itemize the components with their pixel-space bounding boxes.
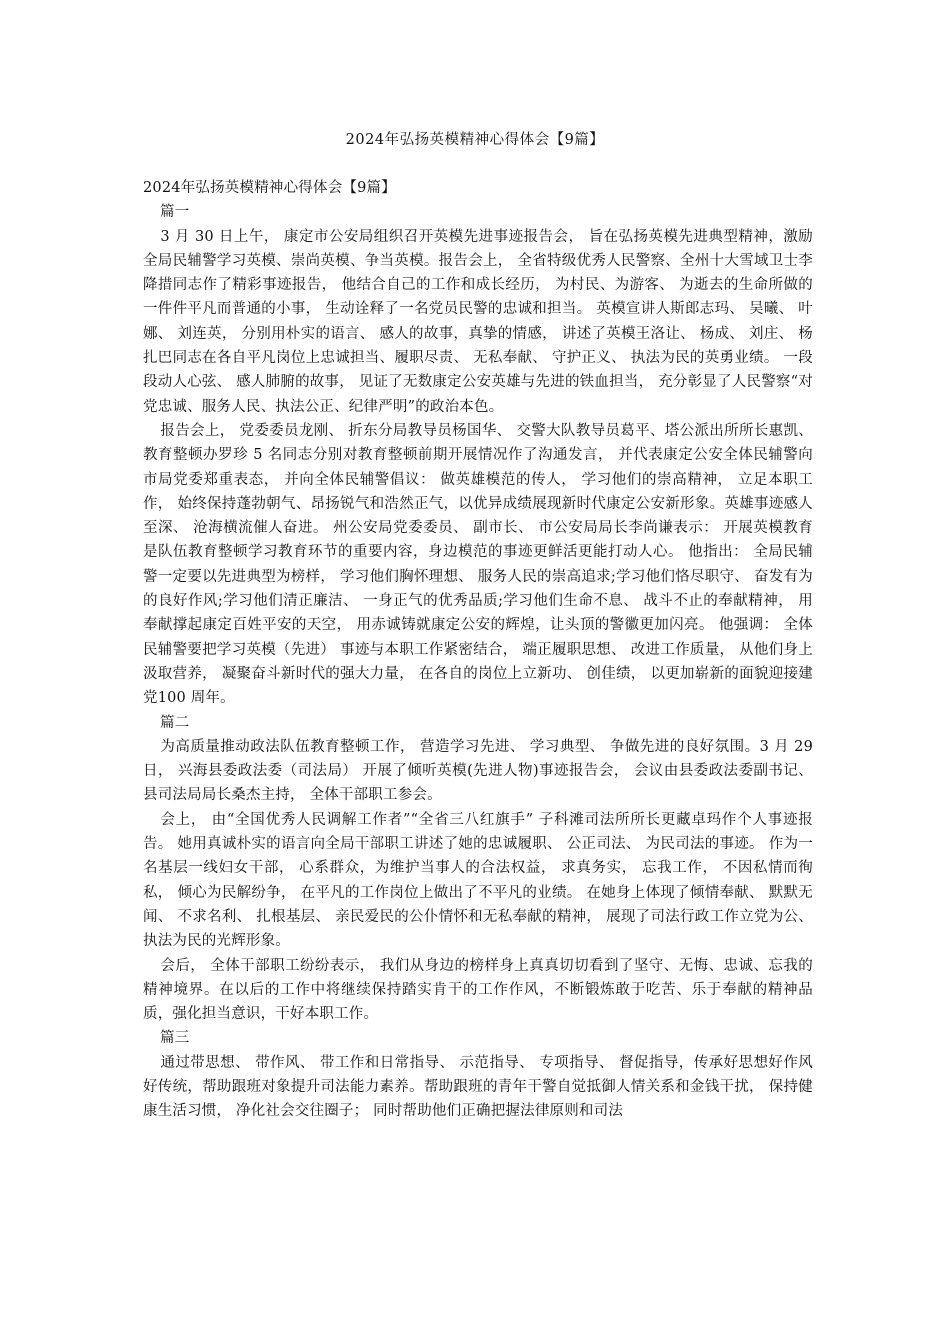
- body-paragraph: 报告会上， 党委委员龙刚、 折东分局教导员杨国华、 交警大队教导员葛平、塔公派出所所长惠凯、 教育整顿办罗珍 5 名同志分别对教育整顿前期开展情况作了沟通发言， 并代表康定公安全体民辅警向市局党委郑重表态， 并向全体民辅警倡议： 做英雄模范的传人， 学习他们的崇高精神， 立足本职工作， 始终保持蓬勃朝气、昂扬锐气和浩然正气，以优异成绩展现新时代康定公安新形象。英雄事迹感人至深、 沧海横流催人奋进。 州公安局党委委员、 副市长、 市公安局局长李尚谦表示： 开展英模教育是队伍教育整顿学习教育环节的重要内容，身边模范的事迹更鲜活更能打动人心。 他指出： 全局民辅警一定要以先进典型为榜样， 学习他们胸怀理想、 服务人民的崇高追求;学习他们恪尽职守、 奋发有为的良好作风;学习他们清正廉洁、 一身正气的优秀品质;学习他们生命不息、 战斗不止的奉献精神， 用奉献撑起康定百姓平安的天空， 用赤诚铸就康定公安的辉煌，让头顶的警徽更加闪亮。 他强调： 全体民辅警要把学习英模（先进） 事迹与本职工作紧密结合， 端正履职思想、 改进工作质量， 从他们身上汲取营养， 凝聚奋斗新时代的强大力量， 在各自的岗位上立新功、 创佳绩， 以更加崭新的面貌迎接建党100 周年。: [143, 422, 813, 707]
- inner-title: 2024年弘扬英模精神心得体会【9篇】: [143, 180, 396, 196]
- body-paragraph: 为高质量推动政法队伍教育整顿工作， 营造学习先进、 学习典型、 争做先进的良好氛围。3 月 29 日， 兴海县委政法委（司法局） 开展了倾听英模(先进人物)事迹报告会， 会议由县委政法委副书记、 县司法局局长桑杰主持， 全体干部职工参会。: [143, 738, 813, 804]
- section-heading: 篇一: [160, 204, 190, 221]
- section-heading: 篇二: [160, 714, 190, 731]
- body-paragraph: 会后， 全体干部职工纷纷表示， 我们从身边的榜样身上真真切切看到了坚守、无悔、忠诚、忘我的精神境界。在以后的工作中将继续保持踏实肯干的工作作风，不断锻炼敢于吃苦、乐于奉献的精神品质，强化担当意识，干好本职工作。: [143, 957, 813, 1023]
- section-heading: 篇三: [160, 1030, 190, 1047]
- document-body: [143, 176, 813, 1124]
- body-paragraph: 3 月 30 日上午， 康定市公安局组织召开英模先进事迹报告会， 旨在弘扬英模先进典型精神，激励全局民辅警学习英模、崇尚英模、争当英模。报告会上， 全省特级优秀人民警察、全州十大雪域卫士李降措同志作了精彩事迹报告， 他结合自己的工作和成长经历， 为村民、为游客、 为逝去的生命所做的一件件平凡而普通的小事， 生动诠释了一名党员民警的忠诚和担当。 英模宣讲人斯郎志玛、 吴曦、 叶娜、 刘连英， 分别用朴实的语言、 感人的故事，真挚的情感， 讲述了英模王洛让、 杨成、 刘庄、 杨扎巴同志在各自平凡岗位上忠诚担当、履职尽责、 无私奉献、 守护正义、 执法为民的英勇业绩。 一段段动人心弦、 感人肺腑的故事， 见证了无数康定公安英雄与先进的铁血担当， 充分彰显了人民警察“对党忠诚、服务人民、执法公正、纪律严明”的政治本色。: [143, 228, 813, 415]
- body-paragraph: 通过带思想、 带作风、 带工作和日常指导、 示范指导、 专项指导、 督促指导，传承好思想好作风好传统，帮助跟班对象提升司法能力素养。帮助跟班的青年干警自觉抵御人情关系和金钱干扰， 保持健康生活习惯， 净化社会交往圈子； 同时帮助他们正确把握法律原则和司法: [143, 1054, 813, 1120]
- body-paragraph: 会上， 由“全国优秀人民调解工作者”“全省三八红旗手” 子科滩司法所所长更藏卓玛作个人事迹报告。 她用真诚朴实的语言向全局干部职工讲述了她的忠诚履职、 公正司法、 为民司法的事迹。 作为一名基层一线妇女干部， 心系群众，为维护当事人的合法权益， 求真务实， 忘我工作， 不因私情而徇私， 倾心为民解纷争， 在平凡的工作岗位上做出了不平凡的业绩。 在她身上体现了倾情奉献、 默默无闻、 不求名利、 扎根基层、 亲民爱民的公仆情怀和无私奉献的精神， 展现了司法行政工作立党为公、执法为民的光辉形象。: [143, 811, 813, 950]
- page-title: 2024年弘扬英模精神心得体会【9篇】: [345, 132, 605, 148]
